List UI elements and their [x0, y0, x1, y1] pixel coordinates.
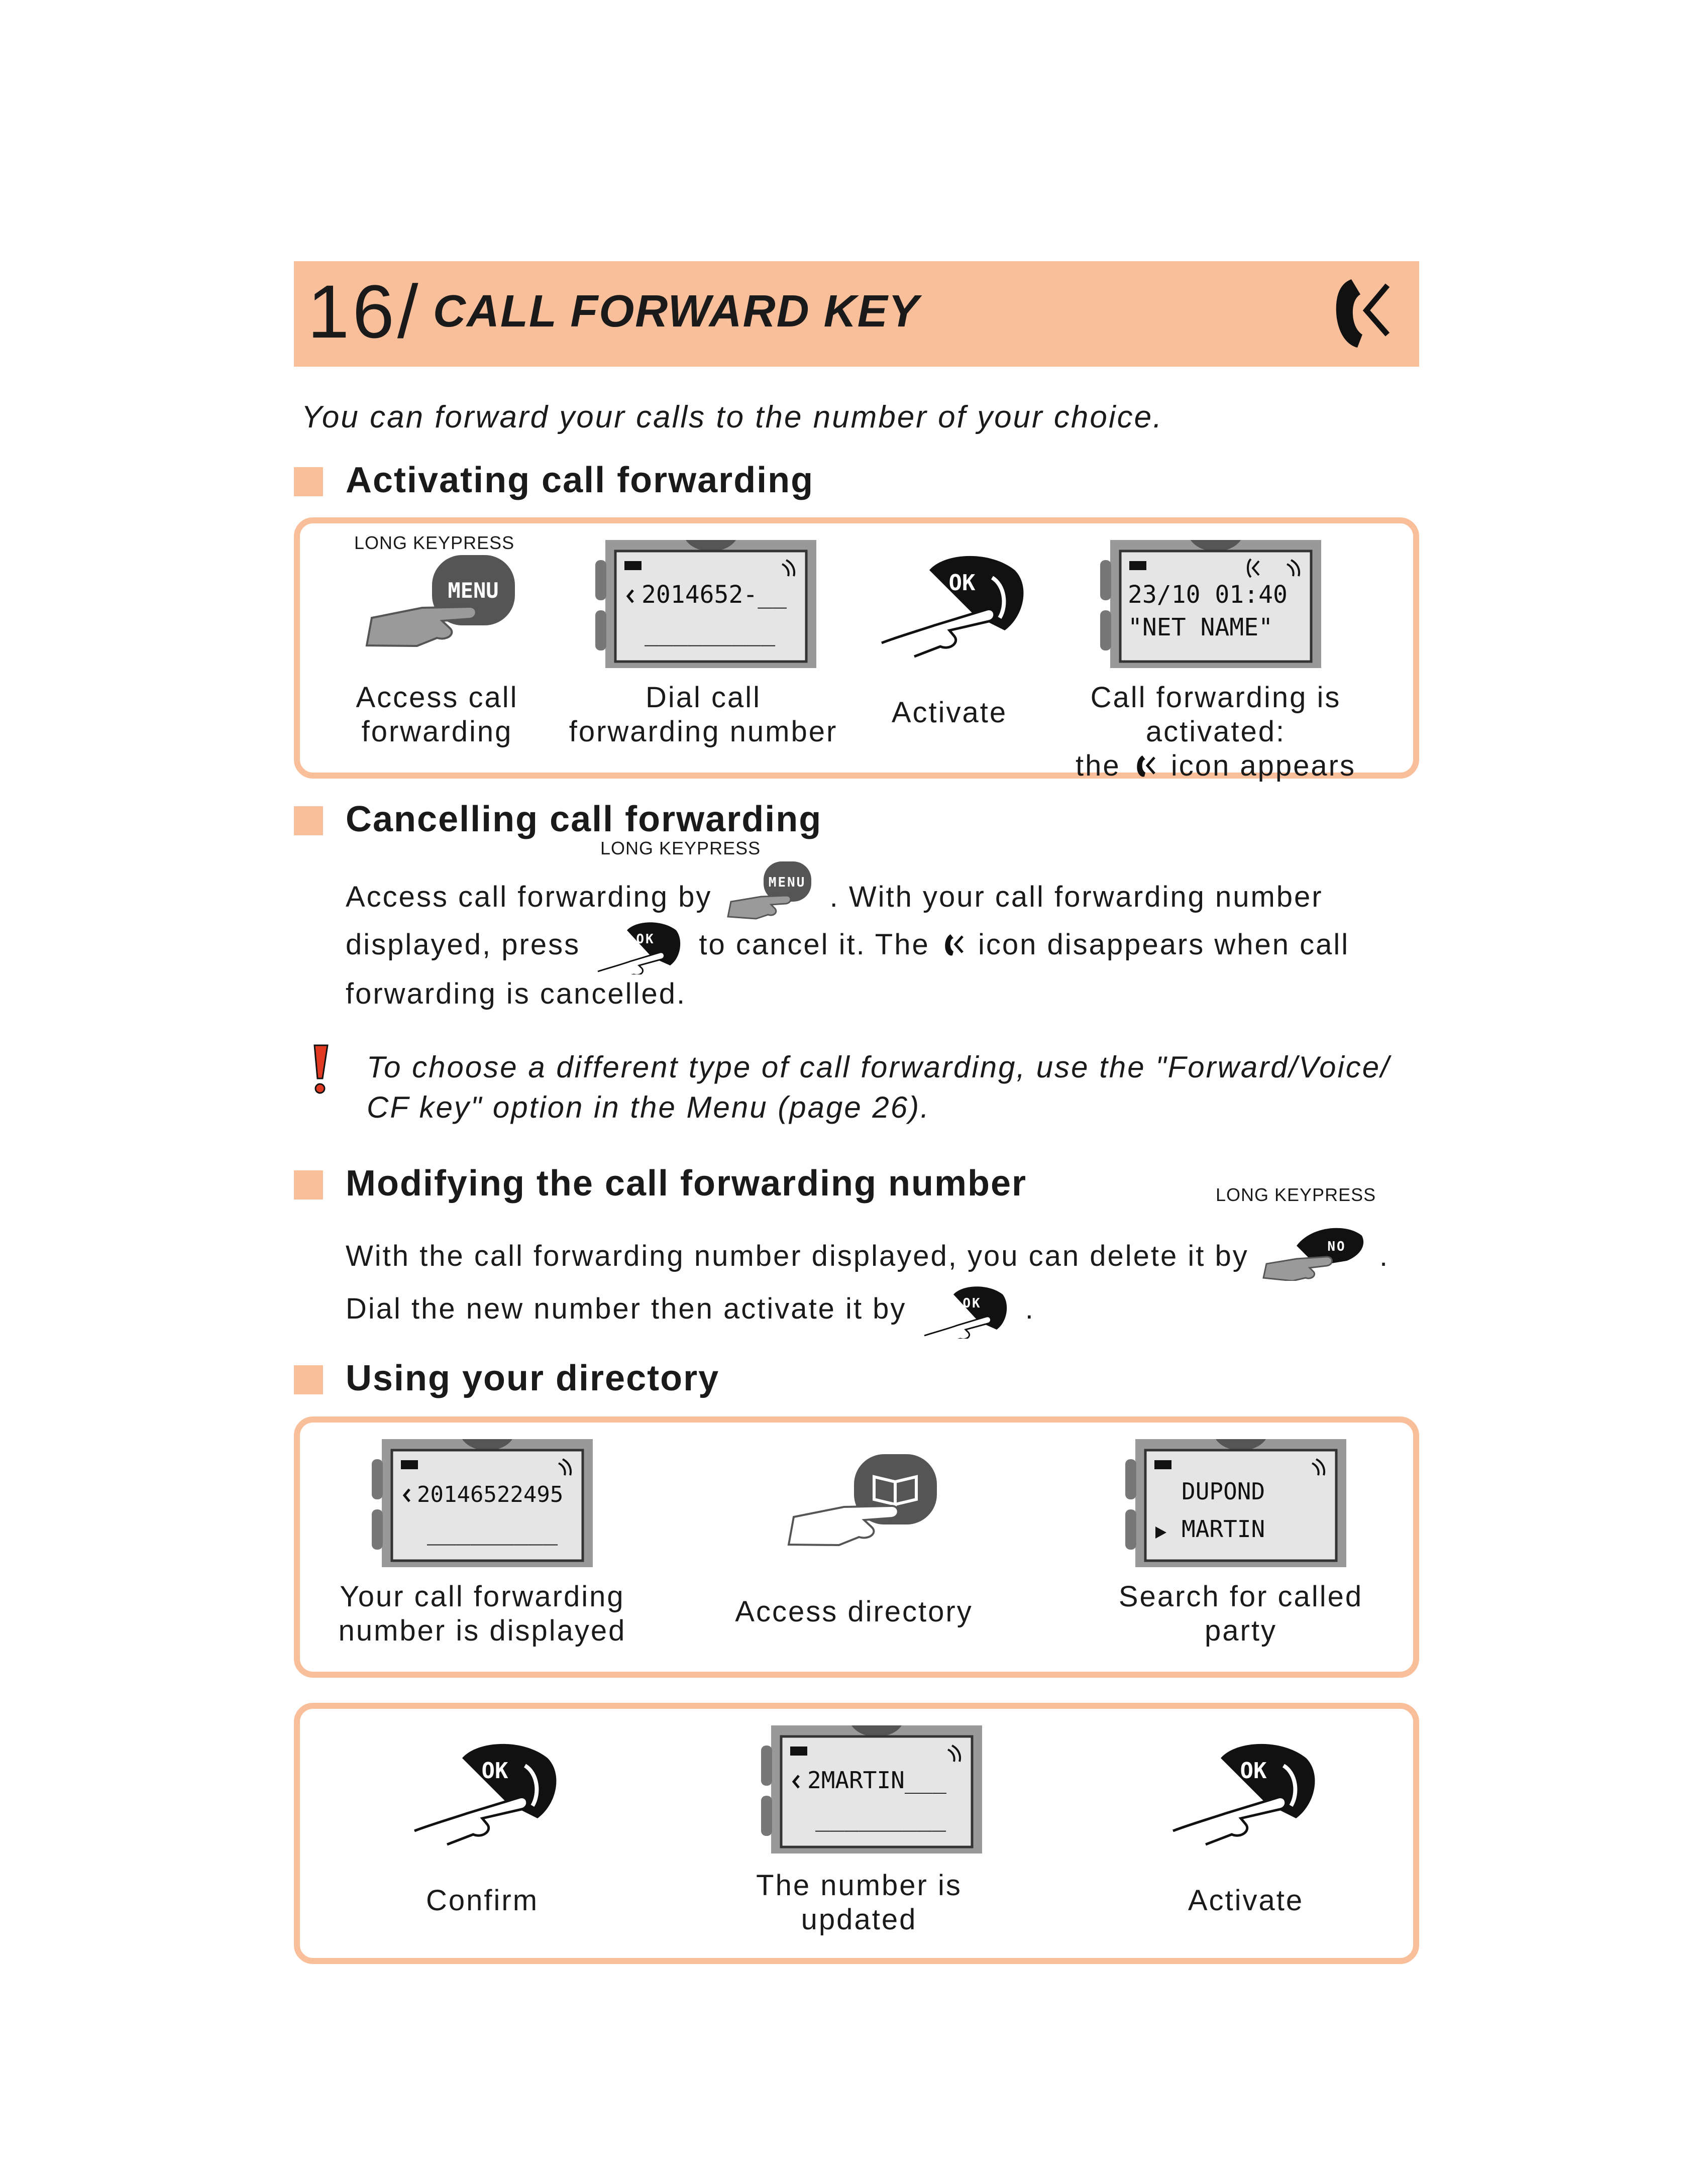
section-marker [294, 806, 323, 835]
cancel-text-line-3: forwarding is cancelled. [346, 977, 687, 1010]
section-marker [294, 1170, 323, 1200]
step-caption: Call forwarding is activated: the icon appears [1075, 681, 1356, 782]
menu-key-press [362, 548, 522, 663]
modify-text-line-1: With the call forwarding number displayed, you can delete it by NO . [346, 1226, 1389, 1281]
step-caption: Confirm [425, 1884, 539, 1917]
step-caption: Dial call forwarding number [569, 681, 838, 748]
phone-screen-directory [1125, 1434, 1356, 1572]
screen-line-2: _________ [427, 1517, 558, 1546]
section-heading-cancelling: Cancelling call forwarding [346, 799, 822, 839]
phone-screen [595, 535, 826, 673]
phone-screen [372, 1434, 603, 1572]
page-title: CALL FORWARD KEY [433, 286, 920, 337]
long-keypress-label: LONG KEYPRESS [1216, 1184, 1376, 1205]
menu-key-label: MENU [448, 578, 499, 603]
menu-key-press-icon [726, 861, 816, 922]
intro-text: You can forward your calls to the number of your choice. [301, 400, 1163, 434]
ok-key-press [879, 550, 1030, 666]
note-text: To choose a different type of call forwarding, use the "Forward/Voice/ CF key" option in the Menu (page 26). [367, 1050, 1391, 1124]
step-caption: Access call forwarding [356, 681, 518, 748]
ok-key-press [1170, 1738, 1321, 1854]
directory-key-press [784, 1447, 944, 1562]
screen-line-2: _________ [645, 618, 776, 646]
screen-line-1: 2014652-__ [642, 581, 787, 609]
modify-text-line-2: Dial the new number then activate it by OK . [346, 1283, 1035, 1339]
step-caption: Activate [891, 696, 1008, 729]
svg-text:OK: OK [962, 1296, 982, 1311]
call-forward-icon [1135, 753, 1156, 779]
screen-line-1: DUPOND [1182, 1478, 1265, 1505]
screen-line-2: _________ [815, 1804, 946, 1832]
screen-line-2: "NET NAME" [1128, 613, 1273, 641]
section-marker [294, 1365, 323, 1394]
step-caption: Search for called party [1118, 1580, 1363, 1647]
svg-text:MENU: MENU [768, 875, 806, 890]
step-caption: Your call forwarding number is displayed [338, 1580, 626, 1647]
ok-key-label: OK [948, 570, 976, 596]
ok-key-press [412, 1738, 563, 1854]
no-key-label: NO [1327, 1239, 1346, 1254]
svg-text:OK: OK [1240, 1758, 1267, 1784]
step-caption: The number is updated [756, 1869, 962, 1936]
ok-key-press-icon [597, 919, 682, 974]
exclamation-icon [307, 1042, 333, 1098]
section-marker [294, 467, 323, 496]
no-key-press-icon [1261, 1226, 1367, 1281]
step-caption: Activate [1188, 1884, 1304, 1917]
screen-line-1: 2MARTIN___ [807, 1767, 946, 1794]
long-keypress-label: LONG KEYPRESS [600, 838, 761, 858]
svg-text:OK: OK [636, 932, 655, 947]
screen-line-1: 20146522495 [417, 1482, 564, 1507]
section-heading-activating: Activating call forwarding [346, 460, 814, 500]
section-heading-modifying: Modifying the call forwarding number [346, 1163, 1027, 1204]
cancel-text-line-2: displayed, press OK to cancel it. The icon disappears when call [346, 919, 1349, 974]
screen-line-1: 23/10 01:40 [1128, 581, 1288, 609]
call-forward-icon [943, 932, 965, 957]
long-keypress-label: LONG KEYPRESS [354, 532, 515, 553]
screen-line-2: MARTIN [1182, 1515, 1265, 1543]
cancel-text-line-1: Access call forwarding by MENU . With your call forwarding number [346, 861, 1323, 922]
svg-text:OK: OK [481, 1758, 508, 1784]
phone-screen-updated [761, 1720, 992, 1859]
phone-screen-activated [1100, 535, 1331, 673]
chapter-number: 16/ [307, 269, 421, 354]
ok-key-press-icon [923, 1283, 1009, 1339]
step-caption: Access directory [735, 1595, 973, 1628]
section-heading-directory: Using your directory [346, 1358, 720, 1398]
call-forward-icon [1331, 275, 1397, 351]
